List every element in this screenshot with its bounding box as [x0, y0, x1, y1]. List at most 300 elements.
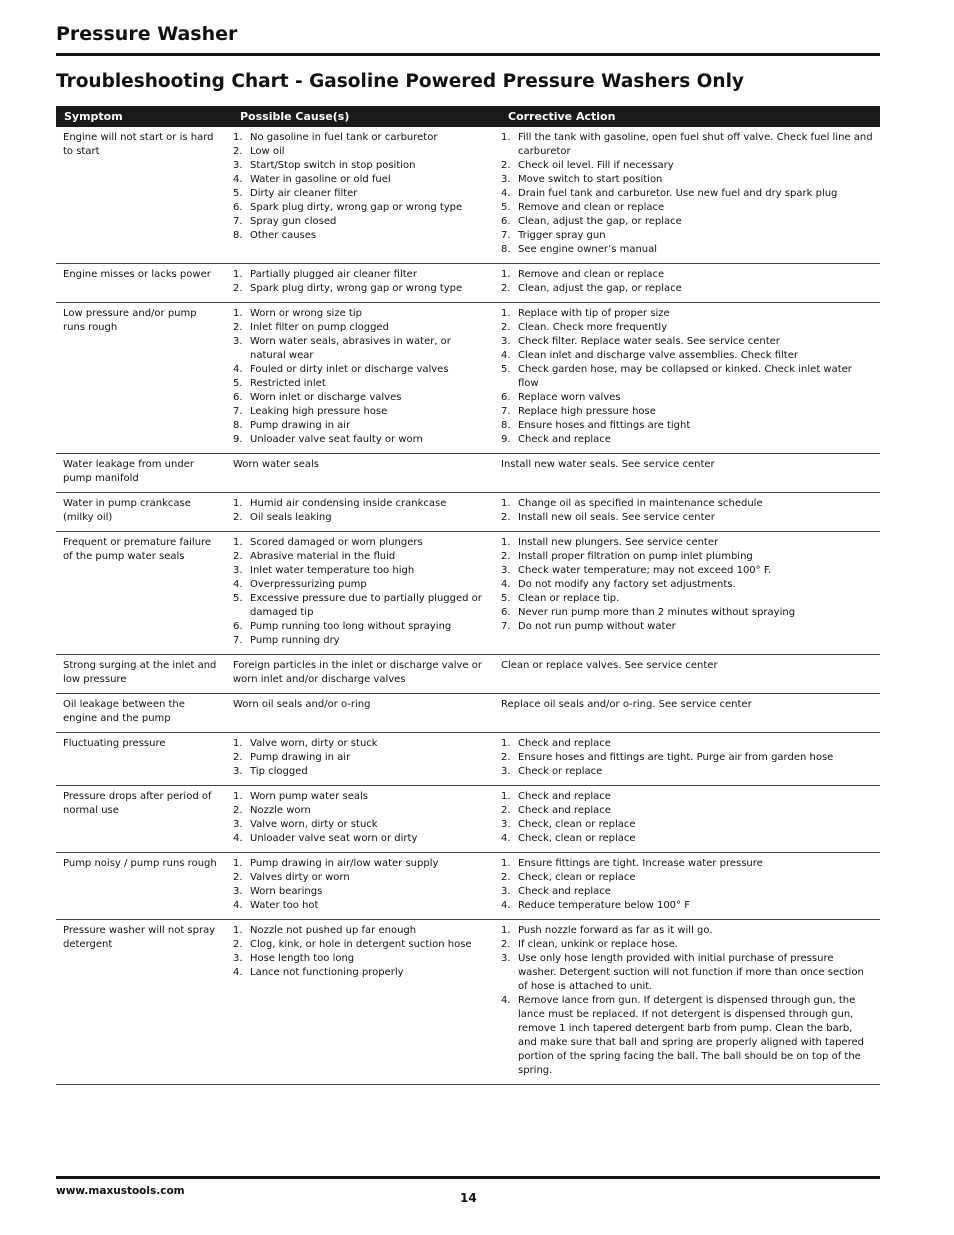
cause-text: Worn water seals: [233, 459, 320, 470]
list-item: [501, 243, 874, 257]
symptom-text: Engine will not start or is hard to start: [63, 132, 214, 157]
list-item: [501, 159, 874, 173]
action-cell: [494, 694, 880, 733]
item-number: 2.: [233, 752, 243, 763]
list-item: [501, 606, 874, 620]
cause-cell: [226, 303, 494, 454]
list-item: [233, 145, 486, 159]
action-text: Use only hose length provided with initial purchase of pressure washer. Detergent suction will not function if more than once section of hose is attached to unit.: [518, 953, 864, 992]
cause-text: Nozzle not pushed up far enough: [250, 925, 417, 936]
list-item: [233, 159, 486, 173]
troubleshooting-table: [56, 106, 880, 1085]
list-item: [501, 737, 874, 751]
symptom-text: Strong surging at the inlet and low pressure: [63, 660, 217, 685]
cause-cell: [226, 655, 494, 694]
list-item: [501, 550, 874, 564]
symptom-text: Fluctuating pressure: [63, 738, 166, 749]
symptom-cell: [56, 694, 226, 733]
cause-list: [233, 790, 486, 846]
item-number: 4.: [501, 995, 511, 1006]
item-number: 3.: [233, 766, 243, 777]
item-number: 2.: [233, 146, 243, 157]
list-item: [501, 994, 874, 1078]
action-text: Check, clean or replace: [518, 872, 636, 883]
symptom-cell: [56, 303, 226, 454]
item-number: 1.: [233, 132, 243, 143]
list-item: [501, 938, 874, 952]
item-number: 3.: [501, 819, 511, 830]
list-item: [233, 268, 486, 282]
list-item: [501, 857, 874, 871]
action-text: Replace worn valves: [518, 392, 621, 403]
symptom-text: Engine misses or lacks power: [63, 269, 211, 280]
action-text: Do not modify any factory set adjustments.: [518, 579, 736, 590]
action-text: Reduce temperature below 100° F: [518, 900, 690, 911]
action-list: [501, 268, 874, 296]
item-number: 5.: [501, 593, 511, 604]
item-number: 3.: [501, 565, 511, 576]
list-item: [233, 832, 486, 846]
cause-text: Spark plug dirty, wrong gap or wrong type: [250, 283, 463, 294]
item-number: 3.: [501, 766, 511, 777]
action-text: Check and replace: [518, 738, 611, 749]
list-item: [233, 765, 486, 779]
item-number: 2.: [501, 322, 511, 333]
cause-text: Humid air condensing inside crankcase: [250, 498, 447, 509]
action-text: Clean, adjust the gap, or replace: [518, 216, 682, 227]
table-row: [56, 694, 880, 733]
list-item: [233, 131, 486, 145]
action-list: [501, 790, 874, 846]
action-text: Check or replace: [518, 766, 603, 777]
action-cell: [494, 920, 880, 1085]
item-number: 8.: [233, 230, 243, 241]
action-text: Remove and clean or replace: [518, 269, 665, 280]
list-item: [501, 952, 874, 994]
item-number: 2.: [233, 283, 243, 294]
table-header-row: [56, 106, 880, 127]
action-text: Check filter. Replace water seals. See service center: [518, 336, 780, 347]
item-number: 4.: [233, 967, 243, 978]
item-number: 4.: [233, 900, 243, 911]
cause-list: [233, 268, 486, 296]
cause-text: Scored damaged or worn plungers: [250, 537, 423, 548]
cause-cell: [226, 493, 494, 532]
list-item: [501, 229, 874, 243]
item-number: 2.: [233, 939, 243, 950]
item-number: 3.: [233, 953, 243, 964]
cause-text: Start/Stop switch in stop position: [250, 160, 416, 171]
cause-text: Overpressurizing pump: [250, 579, 367, 590]
list-item: [233, 966, 486, 980]
action-text: Check and replace: [518, 805, 611, 816]
list-item: [501, 335, 874, 349]
cause-text: Excessive pressure due to partially plugged or damaged tip: [250, 593, 482, 618]
item-number: 4.: [233, 364, 243, 375]
list-item: [233, 536, 486, 550]
action-text: Remove and clean or replace: [518, 202, 665, 213]
item-number: 1.: [501, 537, 511, 548]
list-item: [233, 885, 486, 899]
item-number: 2.: [233, 322, 243, 333]
item-number: 3.: [233, 336, 243, 347]
action-text: Check oil level. Fill if necessary: [518, 160, 674, 171]
table-row: [56, 127, 880, 264]
list-item: [501, 187, 874, 201]
cause-text: Inlet water temperature too high: [250, 565, 415, 576]
cause-text: Fouled or dirty inlet or discharge valves: [250, 364, 449, 375]
list-item: [233, 550, 486, 564]
cause-text: Abrasive material in the fluid: [250, 551, 396, 562]
cause-text: Spark plug dirty, wrong gap or wrong type: [250, 202, 463, 213]
cause-text: Worn water seals, abrasives in water, or natural wear: [250, 336, 451, 361]
list-item: [233, 363, 486, 377]
cause-text: Worn pump water seals: [250, 791, 368, 802]
item-number: 2.: [501, 283, 511, 294]
list-item: [233, 634, 486, 648]
list-item: [501, 818, 874, 832]
action-list: [501, 857, 874, 913]
list-item: [501, 391, 874, 405]
action-text: Check garden hose, may be collapsed or kinked. Check inlet water flow: [518, 364, 852, 389]
list-item: [233, 391, 486, 405]
cause-list: [233, 536, 486, 648]
item-number: 2.: [501, 752, 511, 763]
action-text: Install proper filtration on pump inlet plumbing: [518, 551, 753, 562]
list-item: [501, 924, 874, 938]
cause-text: Water too hot: [250, 900, 319, 911]
list-item: [501, 349, 874, 363]
list-item: [233, 790, 486, 804]
action-text: Ensure fittings are tight. Increase water pressure: [518, 858, 763, 869]
list-item: [233, 377, 486, 391]
cause-text: Valve worn, dirty or stuck: [250, 819, 378, 830]
list-item: [501, 592, 874, 606]
symptom-text: Pump noisy / pump runs rough: [63, 858, 217, 869]
item-number: 1.: [501, 858, 511, 869]
list-item: [233, 321, 486, 335]
list-item: [501, 899, 874, 913]
list-item: [233, 818, 486, 832]
list-item: [501, 215, 874, 229]
page-number: 14: [460, 1191, 477, 1205]
action-cell: [494, 733, 880, 786]
item-number: 5.: [233, 593, 243, 604]
item-number: 3.: [501, 336, 511, 347]
action-text: Remove lance from gun. If detergent is dispensed through gun, the lance must be replaced. If not detergent is dispensed through gun, remove 1 inch tapered detergent barb from pump. Clean the barb, and make sure that ball and spring are properly aligned with tapered portion of the spring facing the ball. The ball should be on top of the spring.: [518, 995, 864, 1076]
symptom-text: Pressure washer will not spray detergent: [63, 925, 216, 950]
action-text: Check and replace: [518, 791, 611, 802]
cause-text: Restricted inlet: [250, 378, 326, 389]
action-text: Install new oil seals. See service center: [518, 512, 715, 523]
list-item: [233, 229, 486, 243]
item-number: 8.: [501, 244, 511, 255]
item-number: 2.: [501, 160, 511, 171]
list-item: [233, 924, 486, 938]
item-number: 4.: [501, 833, 511, 844]
item-number: 1.: [233, 925, 243, 936]
list-item: [233, 938, 486, 952]
cause-cell: [226, 920, 494, 1085]
item-number: 7.: [501, 406, 511, 417]
list-item: [233, 857, 486, 871]
action-text: Push nozzle forward as far as it will go.: [518, 925, 713, 936]
item-number: 3.: [501, 174, 511, 185]
header-corrective-action: Corrective Action: [494, 106, 880, 127]
list-item: [233, 511, 486, 525]
list-item: [233, 307, 486, 321]
list-item: [233, 201, 486, 215]
cause-text: Pump drawing in air/low water supply: [250, 858, 439, 869]
table-row: [56, 532, 880, 655]
action-text: Ensure hoses and fittings are tight: [518, 420, 691, 431]
table-row: [56, 920, 880, 1085]
cause-text: Pump running too long without spraying: [250, 621, 452, 632]
item-number: 5.: [501, 364, 511, 375]
symptom-text: Oil leakage between the engine and the pump: [63, 699, 185, 724]
cause-text: Oil seals leaking: [250, 512, 332, 523]
list-item: [501, 405, 874, 419]
list-item: [233, 871, 486, 885]
action-text: Replace with tip of proper size: [518, 308, 670, 319]
cause-cell: [226, 786, 494, 853]
symptom-cell: [56, 655, 226, 694]
list-item: [501, 871, 874, 885]
action-text: Move switch to start position: [518, 174, 663, 185]
list-item: [233, 187, 486, 201]
action-cell: [494, 303, 880, 454]
symptom-cell: [56, 532, 226, 655]
cause-text: Low oil: [250, 146, 285, 157]
cause-list: [233, 857, 486, 913]
cause-text: Unloader valve seat worn or dirty: [250, 833, 418, 844]
item-number: 1.: [501, 925, 511, 936]
item-number: 3.: [233, 565, 243, 576]
list-item: [233, 433, 486, 447]
item-number: 5.: [501, 202, 511, 213]
cause-text: Valve worn, dirty or stuck: [250, 738, 378, 749]
list-item: [233, 804, 486, 818]
action-cell: [494, 454, 880, 493]
list-item: [501, 321, 874, 335]
list-item: [501, 419, 874, 433]
cause-cell: [226, 127, 494, 264]
item-number: 6.: [233, 202, 243, 213]
action-text: Clean or replace valves. See service center: [501, 660, 718, 671]
action-text: Check, clean or replace: [518, 819, 636, 830]
action-text: See engine owner’s manual: [518, 244, 658, 255]
action-text: Do not run pump without water: [518, 621, 676, 632]
item-number: 1.: [233, 537, 243, 548]
table-row: [56, 786, 880, 853]
symptom-cell: [56, 454, 226, 493]
action-text: Clean or replace tip.: [518, 593, 620, 604]
cause-cell: [226, 532, 494, 655]
symptom-cell: [56, 853, 226, 920]
list-item: [233, 419, 486, 433]
item-number: 4.: [233, 579, 243, 590]
list-item: [501, 201, 874, 215]
list-item: [501, 620, 874, 634]
list-item: [233, 899, 486, 913]
action-text: If clean, unkink or replace hose.: [518, 939, 678, 950]
action-text: Clean. Check more frequently: [518, 322, 668, 333]
item-number: 2.: [233, 512, 243, 523]
list-item: [233, 564, 486, 578]
cause-text: Valves dirty or worn: [250, 872, 350, 883]
action-cell: [494, 127, 880, 264]
action-list: [501, 536, 874, 634]
item-number: 1.: [501, 132, 511, 143]
action-text: Never run pump more than 2 minutes without spraying: [518, 607, 796, 618]
symptom-cell: [56, 733, 226, 786]
item-number: 2.: [501, 512, 511, 523]
cause-cell: [226, 694, 494, 733]
cause-cell: [226, 853, 494, 920]
item-number: 1.: [233, 738, 243, 749]
list-item: [233, 592, 486, 620]
action-cell: [494, 532, 880, 655]
symptom-cell: [56, 127, 226, 264]
symptom-cell: [56, 493, 226, 532]
action-text: Replace oil seals and/or o-ring. See service center: [501, 699, 752, 710]
action-text: Check, clean or replace: [518, 833, 636, 844]
symptom-text: Water in pump crankcase (milky oil): [63, 498, 191, 523]
cause-text: Leaking high pressure hose: [250, 406, 388, 417]
symptom-text: Low pressure and/or pump runs rough: [63, 308, 197, 333]
item-number: 4.: [501, 188, 511, 199]
action-list: [501, 307, 874, 447]
cause-text: Worn bearings: [250, 886, 323, 897]
item-number: 4.: [233, 833, 243, 844]
cause-cell: [226, 264, 494, 303]
symptom-cell: [56, 786, 226, 853]
symptom-text: Pressure drops after period of normal use: [63, 791, 212, 816]
table-row: [56, 303, 880, 454]
cause-text: Worn oil seals and/or o-ring: [233, 699, 371, 710]
item-number: 7.: [233, 216, 243, 227]
item-number: 1.: [501, 269, 511, 280]
cause-text: Pump drawing in air: [250, 752, 351, 763]
item-number: 4.: [501, 350, 511, 361]
cause-text: Tip clogged: [250, 766, 308, 777]
list-item: [501, 433, 874, 447]
action-text: Replace high pressure hose: [518, 406, 656, 417]
item-number: 5.: [233, 188, 243, 199]
header-symptom: Symptom: [56, 106, 226, 127]
list-item: [501, 751, 874, 765]
action-text: Install new plungers. See service center: [518, 537, 719, 548]
list-item: [233, 173, 486, 187]
item-number: 7.: [233, 406, 243, 417]
item-number: 6.: [501, 392, 511, 403]
list-item: [233, 497, 486, 511]
list-item: [233, 215, 486, 229]
action-text: Fill the tank with gasoline, open fuel shut off valve. Check fuel line and carburetor: [518, 132, 873, 157]
item-number: 1.: [501, 791, 511, 802]
list-item: [233, 751, 486, 765]
item-number: 2.: [501, 872, 511, 883]
cause-text: Lance not functioning properly: [250, 967, 404, 978]
item-number: 4.: [501, 900, 511, 911]
item-number: 2.: [501, 939, 511, 950]
cause-list: [233, 737, 486, 779]
list-item: [501, 578, 874, 592]
cause-text: Partially plugged air cleaner filter: [250, 269, 417, 280]
action-cell: [494, 493, 880, 532]
action-cell: [494, 786, 880, 853]
action-text: Drain fuel tank and carburetor. Use new fuel and dry spark plug: [518, 188, 838, 199]
table-row: [56, 853, 880, 920]
cause-text: Hose length too long: [250, 953, 355, 964]
cause-list: [233, 131, 486, 243]
list-item: [501, 790, 874, 804]
item-number: 1.: [501, 498, 511, 509]
table-row: [56, 655, 880, 694]
list-item: [501, 497, 874, 511]
section-title: Pressure Washer: [56, 23, 238, 45]
list-item: [501, 765, 874, 779]
footer-url: www.maxustools.com: [56, 1185, 185, 1197]
page-title: Troubleshooting Chart - Gasoline Powered Pressure Washers Only: [56, 71, 744, 92]
list-item: [501, 307, 874, 321]
cause-text: Pump running dry: [250, 635, 340, 646]
header-possible-causes: Possible Cause(s): [226, 106, 494, 127]
item-number: 3.: [501, 886, 511, 897]
bottom-divider: [56, 1176, 880, 1179]
cause-text: Clog, kink, or hole in detergent suction hose: [250, 939, 472, 950]
action-list: [501, 737, 874, 779]
item-number: 3.: [233, 886, 243, 897]
action-text: Clean inlet and discharge valve assemblies. Check filter: [518, 350, 798, 361]
item-number: 2.: [233, 805, 243, 816]
item-number: 2.: [233, 551, 243, 562]
list-item: [501, 268, 874, 282]
item-number: 1.: [233, 269, 243, 280]
table-row: [56, 493, 880, 532]
item-number: 3.: [501, 953, 511, 964]
cause-cell: [226, 454, 494, 493]
list-item: [233, 952, 486, 966]
item-number: 2.: [233, 872, 243, 883]
table-row: [56, 733, 880, 786]
cause-text: Worn or wrong size tip: [250, 308, 362, 319]
item-number: 9.: [501, 434, 511, 445]
item-number: 6.: [501, 607, 511, 618]
item-number: 2.: [501, 551, 511, 562]
item-number: 9.: [233, 434, 243, 445]
cause-text: Nozzle worn: [250, 805, 311, 816]
symptom-cell: [56, 920, 226, 1085]
list-item: [501, 564, 874, 578]
item-number: 6.: [233, 392, 243, 403]
action-cell: [494, 655, 880, 694]
action-text: Check and replace: [518, 434, 611, 445]
list-item: [233, 405, 486, 419]
cause-text: Inlet filter on pump clogged: [250, 322, 389, 333]
table-row: [56, 454, 880, 493]
item-number: 1.: [233, 308, 243, 319]
cause-text: Spray gun closed: [250, 216, 337, 227]
item-number: 6.: [233, 621, 243, 632]
list-item: [501, 832, 874, 846]
cause-cell: [226, 733, 494, 786]
cause-text: Foreign particles in the inlet or discharge valve or worn inlet and/or discharge valves: [233, 660, 482, 685]
item-number: 1.: [233, 858, 243, 869]
action-text: Clean, adjust the gap, or replace: [518, 283, 682, 294]
item-number: 7.: [233, 635, 243, 646]
action-cell: [494, 853, 880, 920]
